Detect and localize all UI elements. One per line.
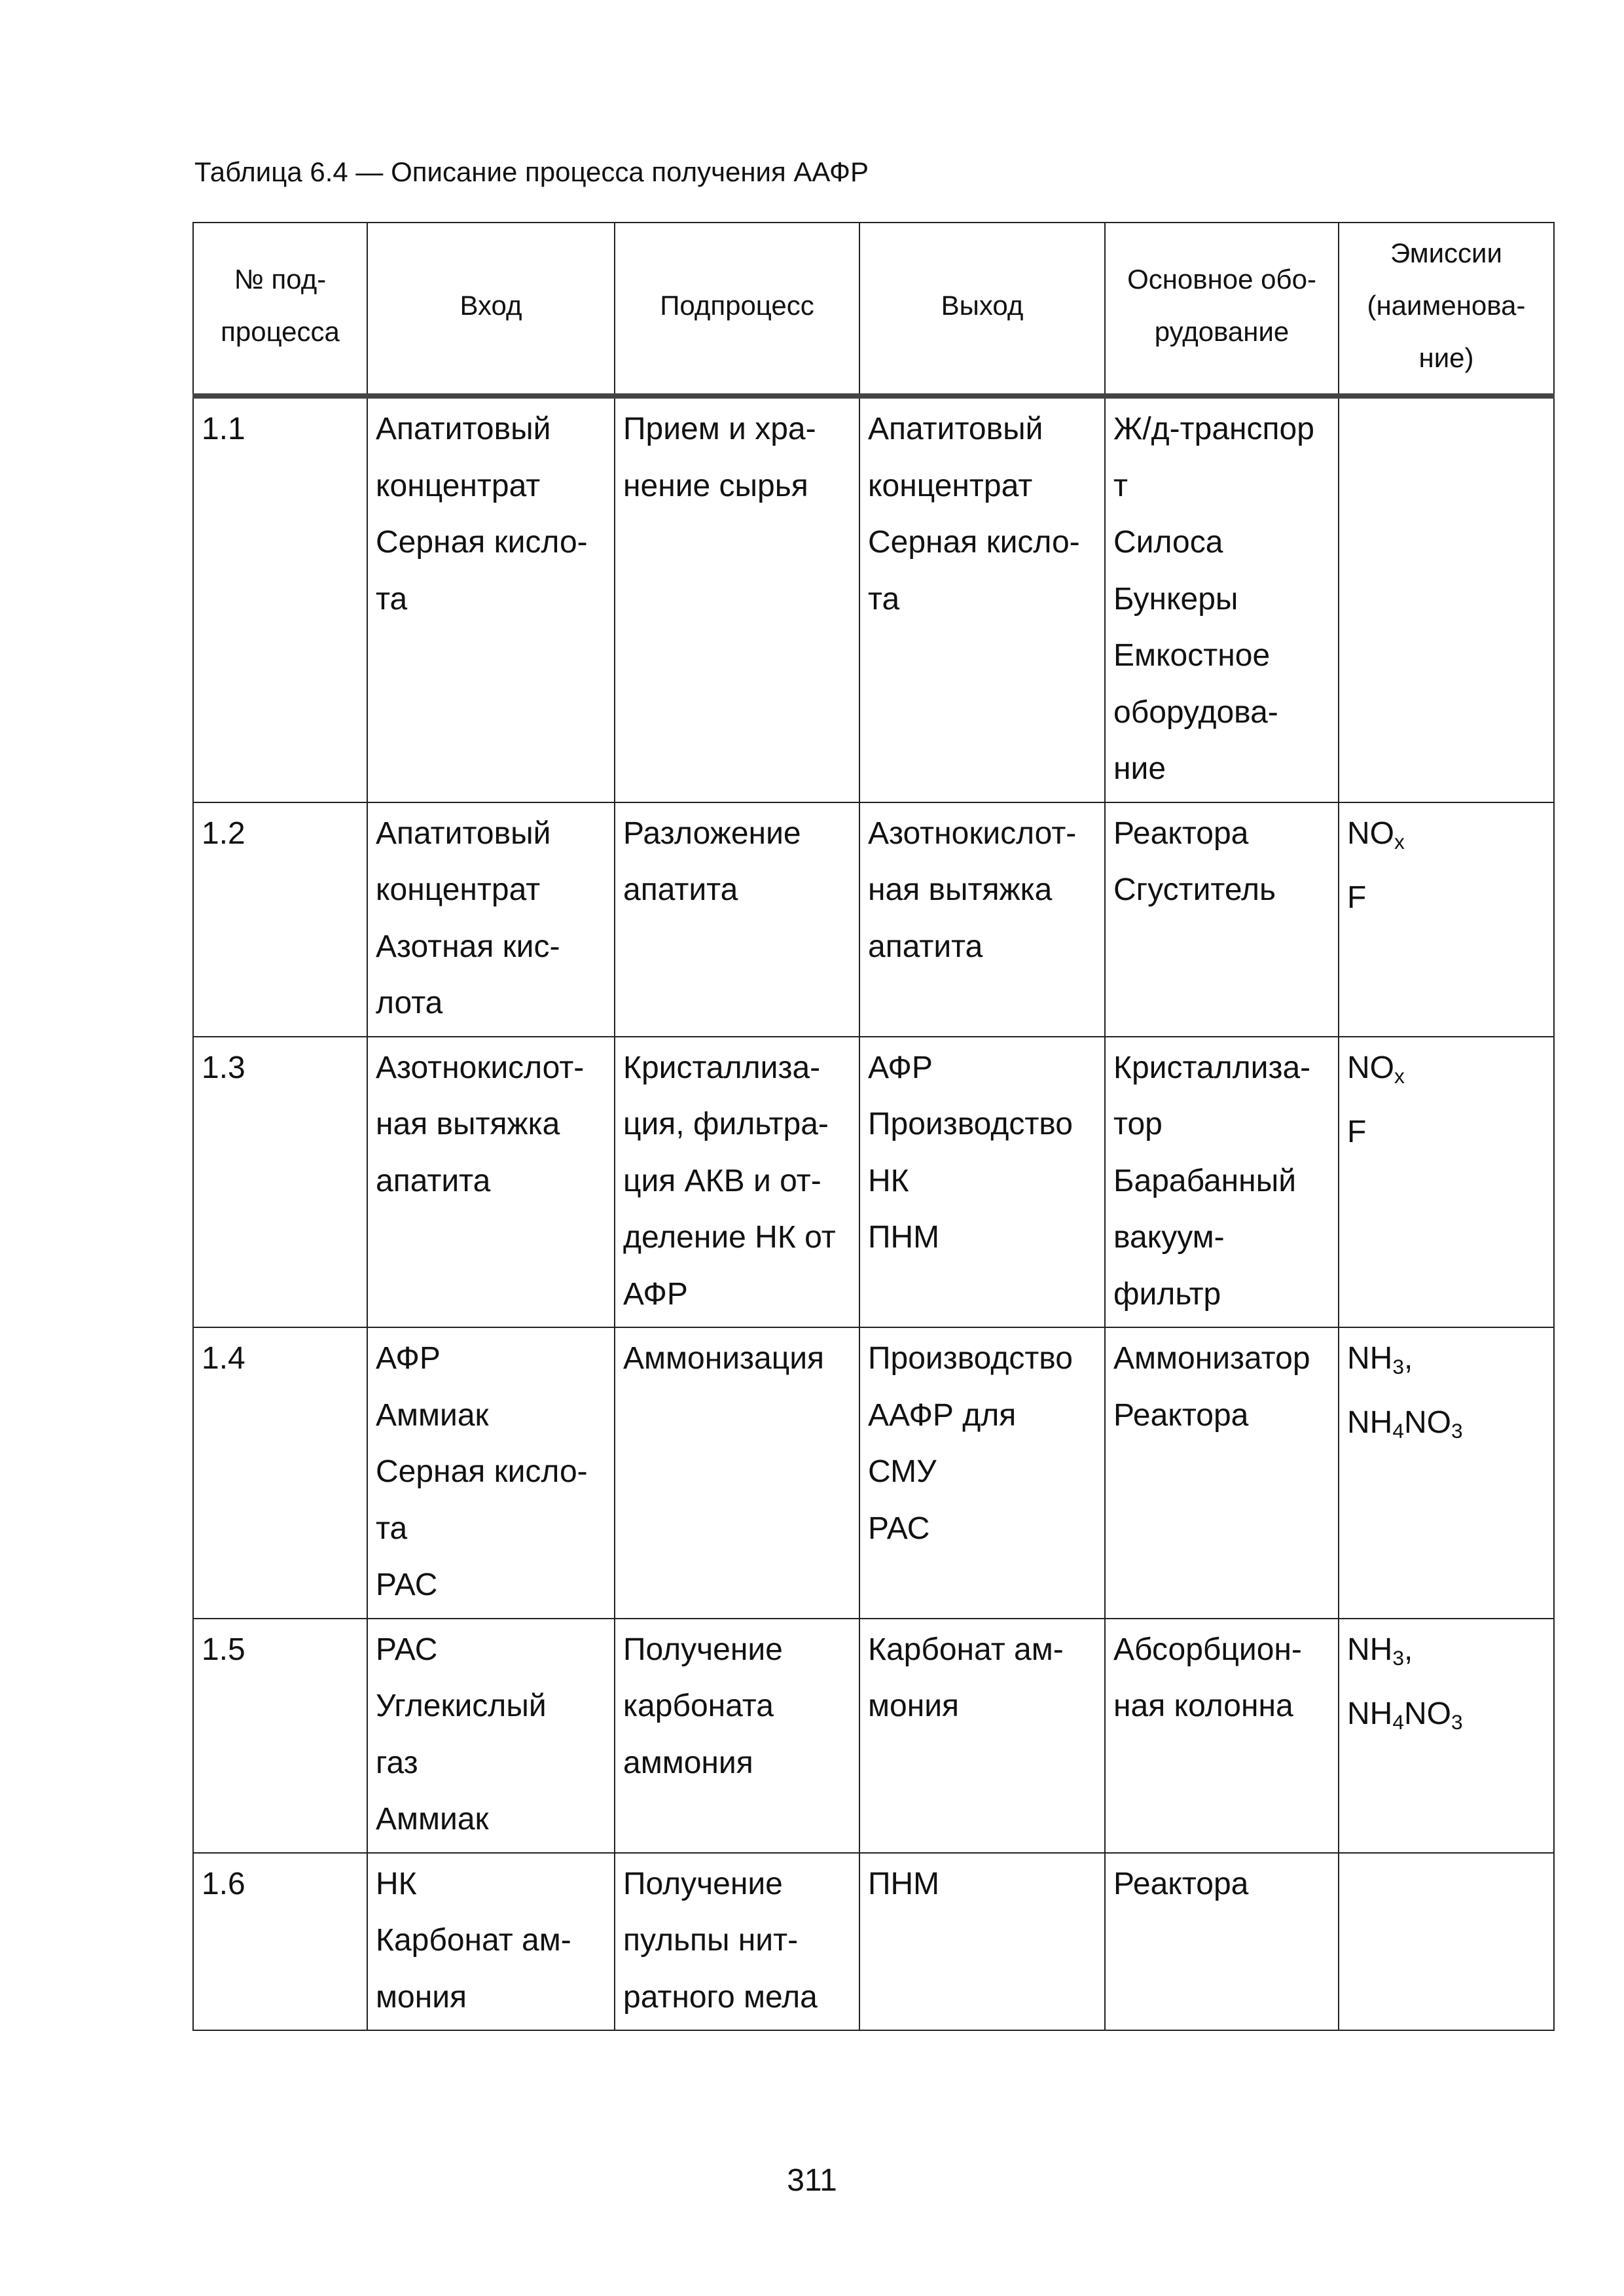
header-label: Подпроцесс [660, 290, 814, 321]
cell-output: Производство ААФР для СМУ РАС [859, 1327, 1105, 1619]
cell-emissions [1339, 1853, 1554, 2031]
cell-emissions [1339, 1037, 1554, 1328]
cell-equipment: Абсорбцион- ная колонна [1105, 1619, 1339, 1853]
emission-formula: F [1347, 1114, 1367, 1149]
cell-subprocess-number: 1.3 [193, 1037, 367, 1328]
emission-formula: $NO_x$ [1347, 1050, 1405, 1088]
header-output [859, 223, 1105, 396]
table-caption: Таблица 6.4 — Описание процесса получения ААФР [194, 156, 869, 187]
cell-output: ПНМ [859, 1853, 1105, 2031]
cell-subprocess-number: 1.4 [193, 1327, 367, 1619]
header-label: Вход [460, 290, 522, 321]
cell-emissions [1339, 396, 1554, 802]
cell-subprocess: Аммонизация [615, 1327, 859, 1619]
cell-subprocess-number: 1.5 [193, 1619, 367, 1853]
emission-formula: $NH_4NO_3$ [1347, 1405, 1463, 1443]
cell-subprocess-number: 1.6 [193, 1853, 367, 2031]
cell-input: Апатитовый концентрат Азотная кис- лота [367, 802, 615, 1037]
table-header-row [193, 223, 1554, 396]
cell-input: Азотнокислот- ная вытяжка апатита [367, 1037, 615, 1328]
header-emissions [1339, 223, 1554, 396]
table-row [193, 802, 1554, 1037]
emission-formula: $NH_3$, [1347, 1341, 1413, 1378]
emission-formula: $NH_4NO_3$ [1347, 1696, 1463, 1734]
table-row [193, 396, 1554, 802]
emission-formula: F [1347, 880, 1367, 915]
cell-output: Азотнокислот- ная вытяжка апатита [859, 802, 1105, 1037]
page-number: 311 [787, 2163, 837, 2198]
cell-emissions [1339, 1619, 1554, 1853]
header-label: Выход [941, 290, 1024, 321]
cell-input: РАС Углекислый газ Аммиак [367, 1619, 615, 1853]
cell-equipment: Реактора Сгуститель [1105, 802, 1339, 1037]
header-label: Эмиссии (наименова- ние) [1367, 238, 1526, 373]
cell-subprocess: Прием и хра- нение сырья [615, 396, 859, 802]
cell-input: АФР Аммиак Серная кисло- та РАС [367, 1327, 615, 1619]
cell-output: Апатитовый концентрат Серная кисло- та [859, 396, 1105, 802]
cell-equipment: Аммонизатор Реактора [1105, 1327, 1339, 1619]
process-table [192, 222, 1555, 2031]
cell-output: АФР Производство НК ПНМ [859, 1037, 1105, 1328]
cell-subprocess: Получение пульпы нит- ратного мела [615, 1853, 859, 2031]
cell-emissions [1339, 802, 1554, 1037]
cell-input: Апатитовый концентрат Серная кисло- та [367, 396, 615, 802]
table-row [193, 1619, 1554, 1853]
header-label: Основное обо- рудование [1127, 264, 1316, 347]
table-row [193, 1037, 1554, 1328]
header-subprocess-number [193, 223, 367, 396]
cell-subprocess: Разложение апатита [615, 802, 859, 1037]
header-subprocess [615, 223, 859, 396]
cell-equipment: Ж/д-транспор т Силоса Бункеры Емкостное оборудова- ние [1105, 396, 1339, 802]
table-row [193, 1853, 1554, 2031]
header-input [367, 223, 615, 396]
cell-equipment: Кристаллиза- тор Барабанный вакуум- фильтр [1105, 1037, 1339, 1328]
table-row [193, 1327, 1554, 1619]
header-equipment [1105, 223, 1339, 396]
emission-formula: $NO_x$ [1347, 816, 1405, 853]
cell-emissions [1339, 1327, 1554, 1619]
cell-subprocess-number: 1.2 [193, 802, 367, 1037]
header-label: № под- процесса [221, 264, 340, 347]
cell-subprocess-number: 1.1 [193, 396, 367, 802]
cell-input: НК Карбонат ам- мония [367, 1853, 615, 2031]
cell-equipment: Реактора [1105, 1853, 1339, 2031]
cell-subprocess: Кристаллиза- ция, фильтра- ция АКВ и от- деление НК от АФР [615, 1037, 859, 1328]
cell-output: Карбонат ам- мония [859, 1619, 1105, 1853]
cell-subprocess: Получение карбоната аммония [615, 1619, 859, 1853]
emission-formula: $NH_3$, [1347, 1632, 1413, 1670]
table-body [193, 396, 1554, 2030]
